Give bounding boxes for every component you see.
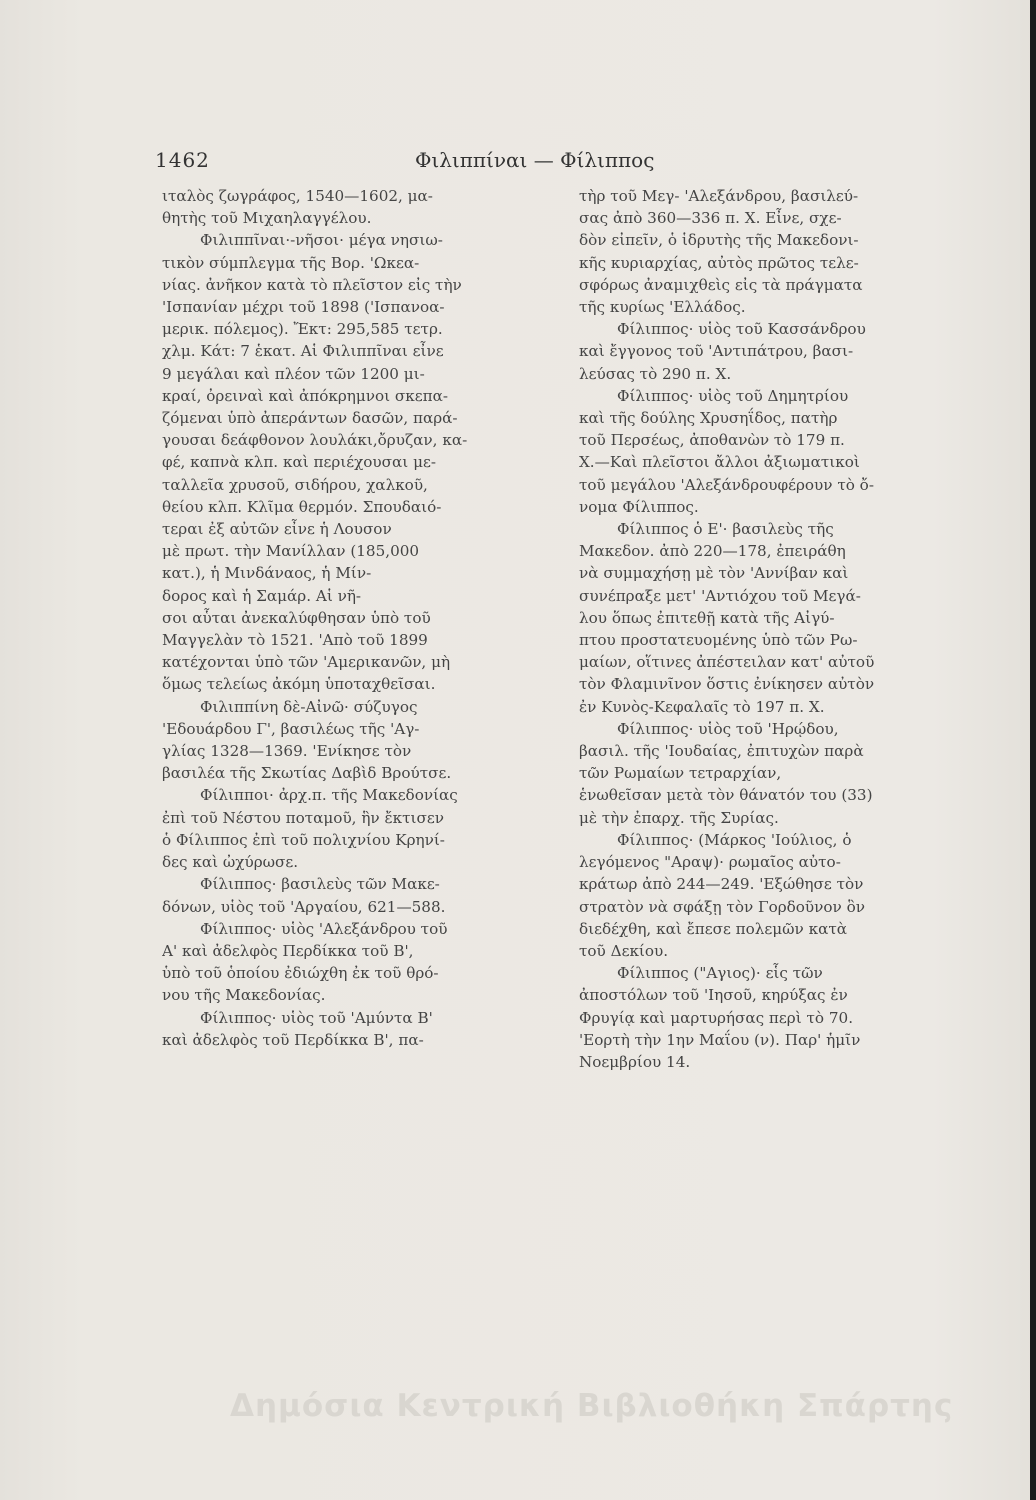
- text-line: Φίλιππος· υἱὸς τοῦ Κασσάνδρου: [617, 320, 866, 339]
- text-line: σφόρως ἀναμιχθεὶς εἰς τὰ πράγματα: [579, 275, 863, 294]
- text-line: Χ.—Καὶ πλεῖστοι ἄλλοι ἀξιωματικοὶ: [579, 453, 860, 472]
- dictionary-entry: [579, 718, 974, 829]
- text-line: τοῦ μεγάλου 'Αλεξάνδρουφέρουν τὸ ὄ-: [579, 475, 874, 494]
- text-line: Φίλιππος· υἱὸς τοῦ 'Αμύντα Β': [200, 1008, 433, 1027]
- text-line: κῆς κυριαρχίας, αὐτὸς πρῶτος τελε-: [579, 253, 859, 272]
- dictionary-entry: [162, 229, 552, 695]
- text-line: μερικ. πόλεμος). Ἔκτ: 295,585 τετρ.: [162, 320, 443, 339]
- text-line: δὸν εἰπεῖν, ὁ ἱδρυτὴς τῆς Μακεδονι-: [579, 231, 859, 250]
- text-line: γλίας 1328—1369. 'Ενίκησε τὸν: [162, 742, 412, 761]
- text-line: Φίλιππος ("Αγιος)· εἷς τῶν: [617, 964, 823, 983]
- text-line: ἑνωθεῖσαν μετὰ τὸν θάνατόν του (33): [579, 786, 873, 805]
- dictionary-entry: [162, 784, 552, 873]
- right-column: [579, 185, 974, 1073]
- text-line: ταλλεῖα χρυσοῦ, σιδήρου, χαλκοῦ,: [162, 475, 428, 494]
- text-line: σοι αὗται ἀνεκαλύφθησαν ὑπὸ τοῦ: [162, 608, 431, 627]
- text-line: τῆς κυρίως 'Ελλάδος.: [579, 298, 746, 317]
- text-line: Μακεδον. ἀπὸ 220—178, ἐπειράθη: [579, 542, 846, 561]
- text-line: ἀποστόλων τοῦ 'Ιησοῦ, κηρύξας ἐν: [579, 986, 848, 1005]
- text-line: νομα Φίλιππος.: [579, 497, 699, 516]
- text-line: καὶ τῆς δούλης Χρυσηΐδος, πατὴρ: [579, 409, 838, 428]
- dictionary-entry: [579, 318, 974, 385]
- text-line: ἐπὶ τοῦ Νέστου ποταμοῦ, ἣν ἔκτισεν: [162, 808, 444, 827]
- text-line: τὸν Φλαμινῖνον ὅστις ἐνίκησεν αὐτὸν: [579, 675, 875, 694]
- left-column: [162, 185, 552, 1051]
- text-line: διεδέχθη, καὶ ἔπεσε πολεμῶν κατὰ: [579, 919, 848, 938]
- text-line: θείου κλπ. Κλῖμα θερμόν. Σπουδαιό-: [162, 497, 442, 516]
- dictionary-entry: [579, 829, 974, 962]
- text-line: ζόμεναι ὑπὸ ἀπεράντων δασῶν, παρά-: [162, 409, 458, 428]
- text-line: Φίλιππος· υἱὸς τοῦ 'Ηρῴδου,: [617, 719, 839, 738]
- text-line: Φρυγίᾳ καὶ μαρτυρήσας περὶ τὸ 70.: [579, 1008, 854, 1027]
- text-line: νου τῆς Μακεδονίας.: [162, 986, 326, 1005]
- text-line: νίας. ἀνῆκον κατὰ τὸ πλεῖστον εἰς τὴν: [162, 275, 462, 294]
- text-line: δόνων, υἱὸς τοῦ 'Αργαίου, 621—588.: [162, 897, 446, 916]
- page-number: 1462: [155, 148, 210, 172]
- text-line: Φίλιπποι· ἀρχ.π. τῆς Μακεδονίας: [200, 786, 458, 805]
- text-line: τοῦ Δεκίου.: [579, 941, 669, 960]
- page-edge-shadow: [1030, 0, 1036, 1500]
- text-line: Νοεμβρίου 14.: [579, 1052, 691, 1071]
- text-line: Φίλιππος ὁ Ε'· βασιλεὺς τῆς: [617, 520, 834, 539]
- text-line: μὲ τὴν ἐπαρχ. τῆς Συρίας.: [579, 808, 779, 827]
- running-title: Φιλιππίναι — Φίλιππος: [415, 148, 655, 172]
- text-line: μαίων, οἵτινες ἀπέστειλαν κατ' αὐτοῦ: [579, 653, 875, 672]
- text-line: στρατὸν νὰ σφάξῃ τὸν Γορδοῦνον ὃν: [579, 897, 865, 916]
- text-line: 'Εδουάρδου Γ', βασιλέως τῆς 'Αγ-: [162, 719, 420, 738]
- text-line: ὑπὸ τοῦ ὁποίου ἐδιώχθη ἐκ τοῦ θρό-: [162, 964, 439, 983]
- text-line: 'Ισπανίαν μέχρι τοῦ 1898 ('Ισπανοα-: [162, 298, 445, 317]
- text-line: κραί, ὀρειναὶ καὶ ἀπόκρημνοι σκεπα-: [162, 386, 449, 405]
- library-watermark: Δημόσια Κεντρική Βιβλιοθήκη Σπάρτης: [230, 1388, 954, 1424]
- text-line: κράτωρ ἀπὸ 244—249. 'Εξώθησε τὸν: [579, 875, 864, 894]
- text-line: τεραι ἐξ αὐτῶν εἶνε ἡ Λουσον: [162, 520, 392, 539]
- text-line: σας ἀπὸ 360—336 π. Χ. Εἶνε, σχε-: [579, 209, 842, 228]
- text-line: μὲ πρωτ. τὴν Μανίλλαν (185,000: [162, 542, 420, 561]
- text-line: τοῦ Περσέως, ἀποθανὼν τὸ 179 π.: [579, 431, 845, 450]
- text-line: ὅμως τελείως ἀκόμη ὑποταχθεῖσαι.: [162, 675, 436, 694]
- text-line: δορος καὶ ἡ Σαμάρ. Αἱ νῆ-: [162, 586, 362, 605]
- text-line: θητὴς τοῦ Μιχαηλαγγέλου.: [162, 209, 372, 228]
- dictionary-entry: [162, 696, 552, 785]
- dictionary-entry: [579, 518, 974, 718]
- dictionary-entry: [579, 962, 974, 1073]
- page-header: [155, 148, 925, 184]
- text-line: Φίλιππος· (Μάρκος 'Ιούλιος, ὁ: [617, 830, 852, 849]
- text-line: Φιλιππῖναι·-νῆσοι· μέγα νησιω-: [200, 231, 443, 250]
- text-line: Μαγγελὰν τὸ 1521. 'Απὸ τοῦ 1899: [162, 631, 428, 650]
- text-line: ἐν Κυνὸς-Κεφαλαῖς τὸ 197 π. Χ.: [579, 697, 825, 716]
- text-line: τικὸν σύμπλεγμα τῆς Βορ. 'Ωκεα-: [162, 253, 420, 272]
- dictionary-entry: [162, 873, 552, 917]
- dictionary-entry: [162, 918, 552, 1007]
- text-line: πτου προστατευομένης ὑπὸ τῶν Ρω-: [579, 631, 858, 650]
- dictionary-entry: [162, 185, 552, 229]
- text-line: 'Εορτὴ τὴν 1ην Μαΐου (ν). Παρ' ἡμῖν: [579, 1030, 861, 1049]
- text-line: χλμ. Κάτ: 7 ἑκατ. Αἱ Φιλιππῖναι εἶνε: [162, 342, 444, 361]
- dictionary-entry: [162, 1007, 552, 1051]
- text-line: νὰ συμμαχήσῃ μὲ τὸν 'Αννίβαν καὶ: [579, 564, 849, 583]
- text-line: βασιλέα τῆς Σκωτίας Δαβὶδ Βρούτσε.: [162, 764, 452, 783]
- dictionary-entry: [579, 385, 974, 518]
- text-line: γουσαι δεάφθονον λουλάκι,ὄρυζαν, κα-: [162, 431, 468, 450]
- text-line: καὶ ἔγγονος τοῦ 'Αντιπάτρου, βασι-: [579, 342, 854, 361]
- text-line: Φίλιππος· βασιλεὺς τῶν Μακε-: [200, 875, 440, 894]
- text-line: λου ὅπως ἐπιτεθῇ κατὰ τῆς Αἰγύ-: [579, 608, 835, 627]
- text-line: Φίλιππος· υἱὸς 'Αλεξάνδρου τοῦ: [200, 919, 448, 938]
- text-line: συνέπραξε μετ' 'Αντιόχου τοῦ Μεγά-: [579, 586, 861, 605]
- text-line: δες καὶ ὠχύρωσε.: [162, 853, 299, 872]
- text-line: τῶν Ρωμαίων τετραρχίαν,: [579, 764, 782, 783]
- dictionary-entry: [579, 185, 974, 318]
- text-line: ὁ Φίλιππος ἐπὶ τοῦ πολιχνίου Κρηνί-: [162, 830, 445, 849]
- text-line: βασιλ. τῆς 'Ιουδαίας, ἐπιτυχὼν παρὰ: [579, 742, 864, 761]
- text-line: καὶ ἀδελφὸς τοῦ Περδίκκα Β', πα-: [162, 1030, 424, 1049]
- text-line: κατέχονται ὑπὸ τῶν 'Αμερικανῶν, μὴ: [162, 653, 451, 672]
- text-line: κατ.), ἡ Μινδάναος, ἡ Μίν-: [162, 564, 372, 583]
- text-line: Α' καὶ ἀδελφὸς Περδίκκα τοῦ Β',: [162, 941, 414, 960]
- text-line: ιταλὸς ζωγράφος, 1540—1602, μα-: [162, 187, 433, 205]
- text-line: τὴρ τοῦ Μεγ- 'Αλεξάνδρου, βασιλεύ-: [579, 187, 859, 205]
- text-line: λεγόμενος "Αραψ)· ρωμαῖος αὐτο-: [579, 853, 841, 872]
- text-line: λεύσας τὸ 290 π. Χ.: [579, 364, 732, 383]
- text-line: Φίλιππος· υἱὸς τοῦ Δημητρίου: [617, 386, 849, 405]
- text-line: Φιλιππίνη δὲ-Αἰνῶ· σύζυγος: [200, 697, 418, 716]
- text-line: 9 μεγάλαι καὶ πλέον τῶν 1200 μι-: [162, 364, 425, 383]
- text-line: φέ, καπνὰ κλπ. καὶ περιέχουσαι με-: [162, 453, 436, 472]
